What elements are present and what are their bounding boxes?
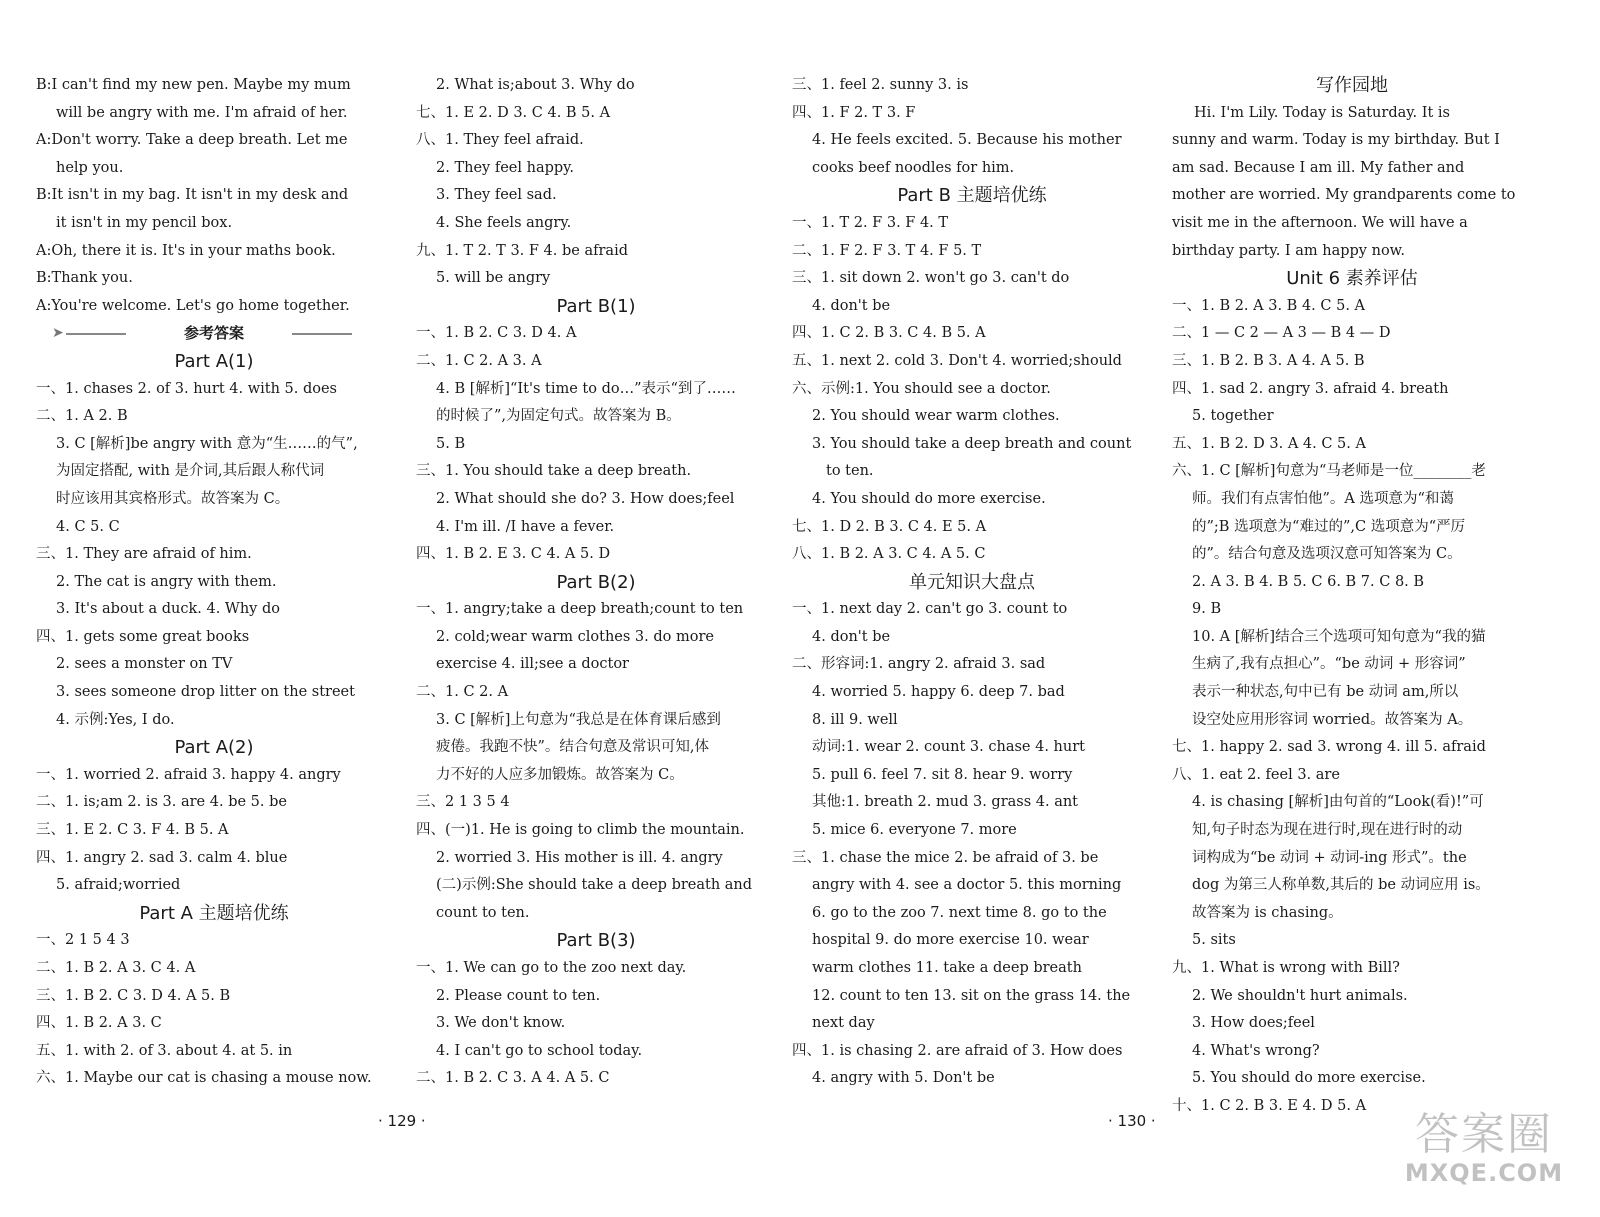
text-line: am sad. Because I am ill. My father and [1172, 159, 1465, 176]
text-line: birthday party. I am happy now. [1172, 242, 1405, 259]
column-3 [792, 72, 1152, 1093]
text-line: 2. A 3. B 4. B 5. C 6. B 7. C 8. B [1192, 573, 1425, 590]
text-line: 四、1. C 2. B 3. C 4. B 5. A [792, 325, 986, 342]
text-line: 2. Please count to ten. [436, 987, 601, 1004]
column-4 [1172, 72, 1532, 1121]
text-line: 4. You should do more exercise. [812, 490, 1046, 507]
text-line: 十、1. C 2. B 3. E 4. D 5. A [1172, 1097, 1367, 1114]
section-heading: Part B(3) [556, 930, 636, 952]
text-line: 八、1. eat 2. feel 3. are [1172, 766, 1340, 783]
text-line: visit me in the afternoon. We will have a [1172, 214, 1468, 231]
text-line: 一、1. B 2. A 3. B 4. C 5. A [1172, 297, 1366, 314]
text-line: 4. don't be [812, 297, 891, 314]
column-2 [416, 72, 776, 1093]
text-line: 三、1. B 2. C 3. D 4. A 5. B [36, 987, 231, 1004]
text-line: 三、1. You should take a deep breath. [416, 463, 692, 480]
text-line: 5. afraid;worried [56, 877, 181, 894]
text-line: B:Thank you. [36, 270, 133, 287]
text-line: 三、2 1 3 5 4 [416, 794, 510, 811]
text-line: 一、1. B 2. C 3. D 4. A [416, 325, 577, 342]
text-line: 六、1. C [解析]句意为“马老师是一位________老 [1172, 463, 1486, 480]
text-line: 三、1. sit down 2. won't go 3. can't do [792, 270, 1070, 287]
text-line: 4. don't be [812, 628, 891, 645]
text-line: warm clothes 11. take a deep breath [812, 960, 1082, 976]
text-line: 三、1. feel 2. sunny 3. is [792, 77, 969, 93]
text-line: sunny and warm. Today is my birthday. But I [1172, 132, 1500, 149]
text-line: 三、1. They are afraid of him. [36, 546, 252, 563]
section-heading: Part A(2) [174, 737, 254, 759]
text-line: 七、1. D 2. B 3. C 4. E 5. A [792, 518, 987, 535]
text-line: 五、1. with 2. of 3. about 4. at 5. in [36, 1042, 293, 1059]
text-line: 的”;B 选项意为“难过的”,C 选项意为“严厉 [1192, 518, 1466, 535]
text-line: help you. [56, 159, 124, 176]
text-line: 二、1. A 2. B [36, 408, 128, 425]
text-line: 九、1. T 2. T 3. F 4. be afraid [416, 242, 628, 259]
text-line: 4. She feels angry. [436, 214, 572, 231]
text-line: 3. You should take a deep breath and count [812, 435, 1132, 452]
section-heading: Unit 6 素养评估 [1286, 268, 1418, 290]
text-line: 为固定搭配, with 是介词,其后跟人称代词 [56, 463, 325, 480]
text-line: (二)示例:She should take a deep breath and [436, 877, 753, 894]
text-line: 四、1. B 2. E 3. C 4. A 5. D [416, 546, 611, 563]
text-line: will be angry with me. I'm afraid of her. [56, 104, 348, 121]
text-line: 3. C [解析]be angry with 意为“生……的气”, [56, 435, 358, 452]
text-line: 三、1. chase the mice 2. be afraid of 3. be [792, 849, 1099, 866]
section-heading: 单元知识大盘点 [909, 571, 1035, 593]
text-line: 四、1. F 2. T 3. F [792, 104, 916, 121]
text-line: 9. B [1192, 601, 1222, 618]
text-line: 一、1. T 2. F 3. F 4. T [792, 214, 949, 231]
text-line: 词构成为“be 动词 + 动词-ing 形式”。the [1192, 849, 1467, 866]
text-line: 故答案为 is chasing。 [1192, 904, 1343, 921]
text-line: 4. 示例:Yes, I do. [56, 711, 175, 728]
text-line: 二、1. F 2. F 3. T 4. F 5. T [792, 242, 982, 259]
text-line: count to ten. [436, 904, 530, 921]
text-line: 4. What's wrong? [1192, 1042, 1320, 1059]
text-line: 5. B [436, 435, 466, 452]
text-line: 表示一种状态,句中已有 be 动词 am,所以 [1192, 684, 1459, 701]
text-line: 4. angry with 5. Don't be [812, 1070, 995, 1087]
text-line: 力不好的人应多加锻炼。故答案为 C。 [436, 766, 684, 783]
text-line: A:You're welcome. Let's go home together. [36, 297, 350, 314]
text-line: 2. cold;wear warm clothes 3. do more [436, 628, 714, 645]
text-line: 其他:1. breath 2. mud 3. grass 4. ant [812, 794, 1079, 811]
text-line: 4. B [解析]“It's time to do…”表示“到了…… [436, 380, 736, 397]
text-line: 一、1. chases 2. of 3. hurt 4. with 5. does [36, 380, 338, 397]
divider-left [66, 333, 126, 335]
text-line: to ten. [826, 463, 874, 480]
text-line: 2. We shouldn't hurt animals. [1192, 987, 1408, 1004]
text-line: 2. The cat is angry with them. [56, 573, 277, 590]
text-line: 5. sits [1192, 932, 1236, 949]
text-line: 七、1. happy 2. sad 3. wrong 4. ill 5. afraid [1172, 739, 1486, 756]
text-line: 三、1. E 2. C 3. F 4. B 5. A [36, 822, 229, 839]
text-line: 2. They feel happy. [436, 159, 575, 176]
text-line: 六、1. Maybe our cat is chasing a mouse now. [36, 1070, 372, 1087]
text-line: 生病了,我有点担心”。“be 动词 + 形容词” [1192, 656, 1466, 673]
text-line: 5. mice 6. everyone 7. more [812, 822, 1017, 839]
text-line: 2. worried 3. His mother is ill. 4. angry [436, 849, 723, 866]
page-number-right: · 130 · [1108, 1112, 1156, 1130]
text-line: 二、1. C 2. A 3. A [416, 352, 542, 369]
text-line: angry with 4. see a doctor 5. this morning [812, 877, 1122, 894]
text-line: 二、1. B 2. C 3. A 4. A 5. C [416, 1070, 610, 1087]
text-line: B:It isn't in my bag. It isn't in my desk and [36, 187, 349, 204]
text-line: 5. will be angry [436, 270, 551, 287]
text-line: 2. What should she do? 3. How does;feel [436, 490, 735, 507]
text-line: 8. ill 9. well [812, 711, 898, 728]
text-line: 2. What is;about 3. Why do [436, 77, 635, 93]
text-line: 3. It's about a duck. 4. Why do [56, 601, 280, 618]
arrow-icon: ➤ [52, 325, 64, 342]
text-line: 八、1. B 2. A 3. C 4. A 5. C [792, 546, 986, 563]
text-line: 动词:1. wear 2. count 3. chase 4. hurt [812, 739, 1085, 756]
text-line: 2. sees a monster on TV [56, 656, 233, 673]
text-line: 一、1. angry;take a deep breath;count to ten [416, 601, 744, 618]
text-line: 5. pull 6. feel 7. sit 8. hear 9. worry [812, 766, 1073, 783]
watermark-site: MXQE.COM [1404, 1159, 1564, 1187]
text-line: 疲倦。我跑不快”。结合句意及常识可知,体 [436, 739, 710, 756]
divider-right [292, 333, 352, 335]
text-line: 4. He feels excited. 5. Because his mother [812, 132, 1122, 149]
text-line: 四、1. angry 2. sad 3. calm 4. blue [36, 849, 288, 866]
text-line: 4. I can't go to school today. [436, 1042, 643, 1059]
text-line: cooks beef noodles for him. [812, 159, 1015, 176]
text-line: 三、1. B 2. B 3. A 4. A 5. B [1172, 352, 1365, 369]
text-line: 二、1 — C 2 — A 3 — B 4 — D [1172, 325, 1391, 342]
text-line: 的时候了”,为固定句式。故答案为 B。 [436, 408, 681, 425]
text-line: 5. You should do more exercise. [1192, 1070, 1426, 1087]
text-line: 五、1. next 2. cold 3. Don't 4. worried;should [792, 352, 1122, 369]
text-line: 设空处应用形容词 worried。故答案为 A。 [1192, 711, 1473, 728]
section-heading: Part B(1) [556, 295, 636, 317]
text-line: 5. together [1192, 408, 1274, 425]
text-line: 时应该用其宾格形式。故答案为 C。 [56, 490, 290, 507]
section-heading: Part B(2) [556, 571, 636, 593]
text-line: A:Don't worry. Take a deep breath. Let me [36, 132, 348, 149]
text-line: 的”。结合句意及选项汉意可知答案为 C。 [1192, 546, 1462, 563]
text-line: dog 为第三人称单数,其后的 be 动词应用 is。 [1192, 877, 1490, 894]
text-line: 四、1. gets some great books [36, 628, 250, 645]
answer-key-title: 参考答案 ➤ [36, 320, 392, 348]
text-line: 师。我们有点害怕他”。A 选项意为“和蔼 [1192, 490, 1454, 507]
text-line: it isn't in my pencil box. [56, 214, 233, 231]
section-heading: Part A 主题培优练 [139, 902, 289, 924]
text-line: 一、1. worried 2. afraid 3. happy 4. angry [36, 766, 341, 783]
text-line: 3. sees someone drop litter on the street [56, 684, 355, 701]
text-line: hospital 9. do more exercise 10. wear [812, 932, 1089, 949]
text-line: 二、1. B 2. A 3. C 4. A [36, 960, 196, 976]
text-line: 一、1. next day 2. can't go 3. count to [792, 601, 1068, 618]
text-line: 四、1. B 2. A 3. C [36, 1015, 162, 1032]
text-line: 4. C 5. C [56, 518, 120, 535]
section-heading: Part A(1) [174, 350, 254, 372]
text-line: 3. C [解析]上句意为“我总是在体育课后感到 [436, 711, 721, 728]
text-line: 四、(一)1. He is going to climb the mountain. [416, 822, 745, 839]
watermark-logo: 答案圈 [1415, 1109, 1553, 1160]
text-line: mother are worried. My grandparents come to [1172, 187, 1516, 204]
section-heading: 写作园地 [1316, 75, 1388, 96]
text-line: 五、1. B 2. D 3. A 4. C 5. A [1172, 435, 1366, 452]
text-line: 一、1. We can go to the zoo next day. [416, 960, 687, 976]
text-line: 12. count to ten 13. sit on the grass 14. the [812, 987, 1131, 1004]
watermark [1404, 1110, 1564, 1186]
text-line: 知,句子时态为现在进行时,现在进行时的动 [1192, 822, 1463, 839]
text-line: 二、1. C 2. A [416, 684, 509, 701]
text-line: 一、2 1 5 4 3 [36, 932, 130, 949]
text-line: 3. They feel sad. [436, 187, 557, 204]
text-line: Hi. I'm Lily. Today is Saturday. It is [1194, 104, 1450, 121]
text-line: 八、1. They feel afraid. [416, 132, 584, 149]
section-heading: Part B 主题培优练 [897, 185, 1047, 207]
text-line: 10. A [解析]结合三个选项可知句意为“我的猫 [1192, 628, 1486, 645]
text-line: A:Oh, there it is. It's in your maths book. [36, 242, 336, 259]
text-line: 4. is chasing [解析]由句首的“Look(看)!”可 [1192, 794, 1484, 811]
text-line: 3. We don't know. [436, 1015, 566, 1032]
page-number-left: · 129 · [378, 1112, 426, 1130]
text-line: 九、1. What is wrong with Bill? [1172, 960, 1400, 976]
text-line: 二、1. is;am 2. is 3. are 4. be 5. be [36, 794, 287, 811]
text-line: 四、1. sad 2. angry 3. afraid 4. breath [1172, 380, 1449, 397]
text-line: B:I can't find my new pen. Maybe my mum [36, 77, 351, 93]
text-line: 二、形容词:1. angry 2. afraid 3. sad [792, 656, 1046, 673]
column-1 [36, 72, 392, 1093]
text-line: 七、1. E 2. D 3. C 4. B 5. A [416, 104, 611, 121]
text-line: 4. I'm ill. /I have a fever. [436, 518, 615, 535]
text-line: 4. worried 5. happy 6. deep 7. bad [812, 684, 1065, 701]
text-line: exercise 4. ill;see a doctor [436, 656, 629, 673]
text-line: 6. go to the zoo 7. next time 8. go to the [812, 904, 1107, 921]
text-line: 3. How does;feel [1192, 1015, 1315, 1032]
text-line: 2. You should wear warm clothes. [812, 408, 1060, 425]
text-line: next day [812, 1015, 875, 1032]
text-line: 六、示例:1. You should see a doctor. [792, 380, 1051, 397]
text-line: 四、1. is chasing 2. are afraid of 3. How does [792, 1042, 1123, 1059]
